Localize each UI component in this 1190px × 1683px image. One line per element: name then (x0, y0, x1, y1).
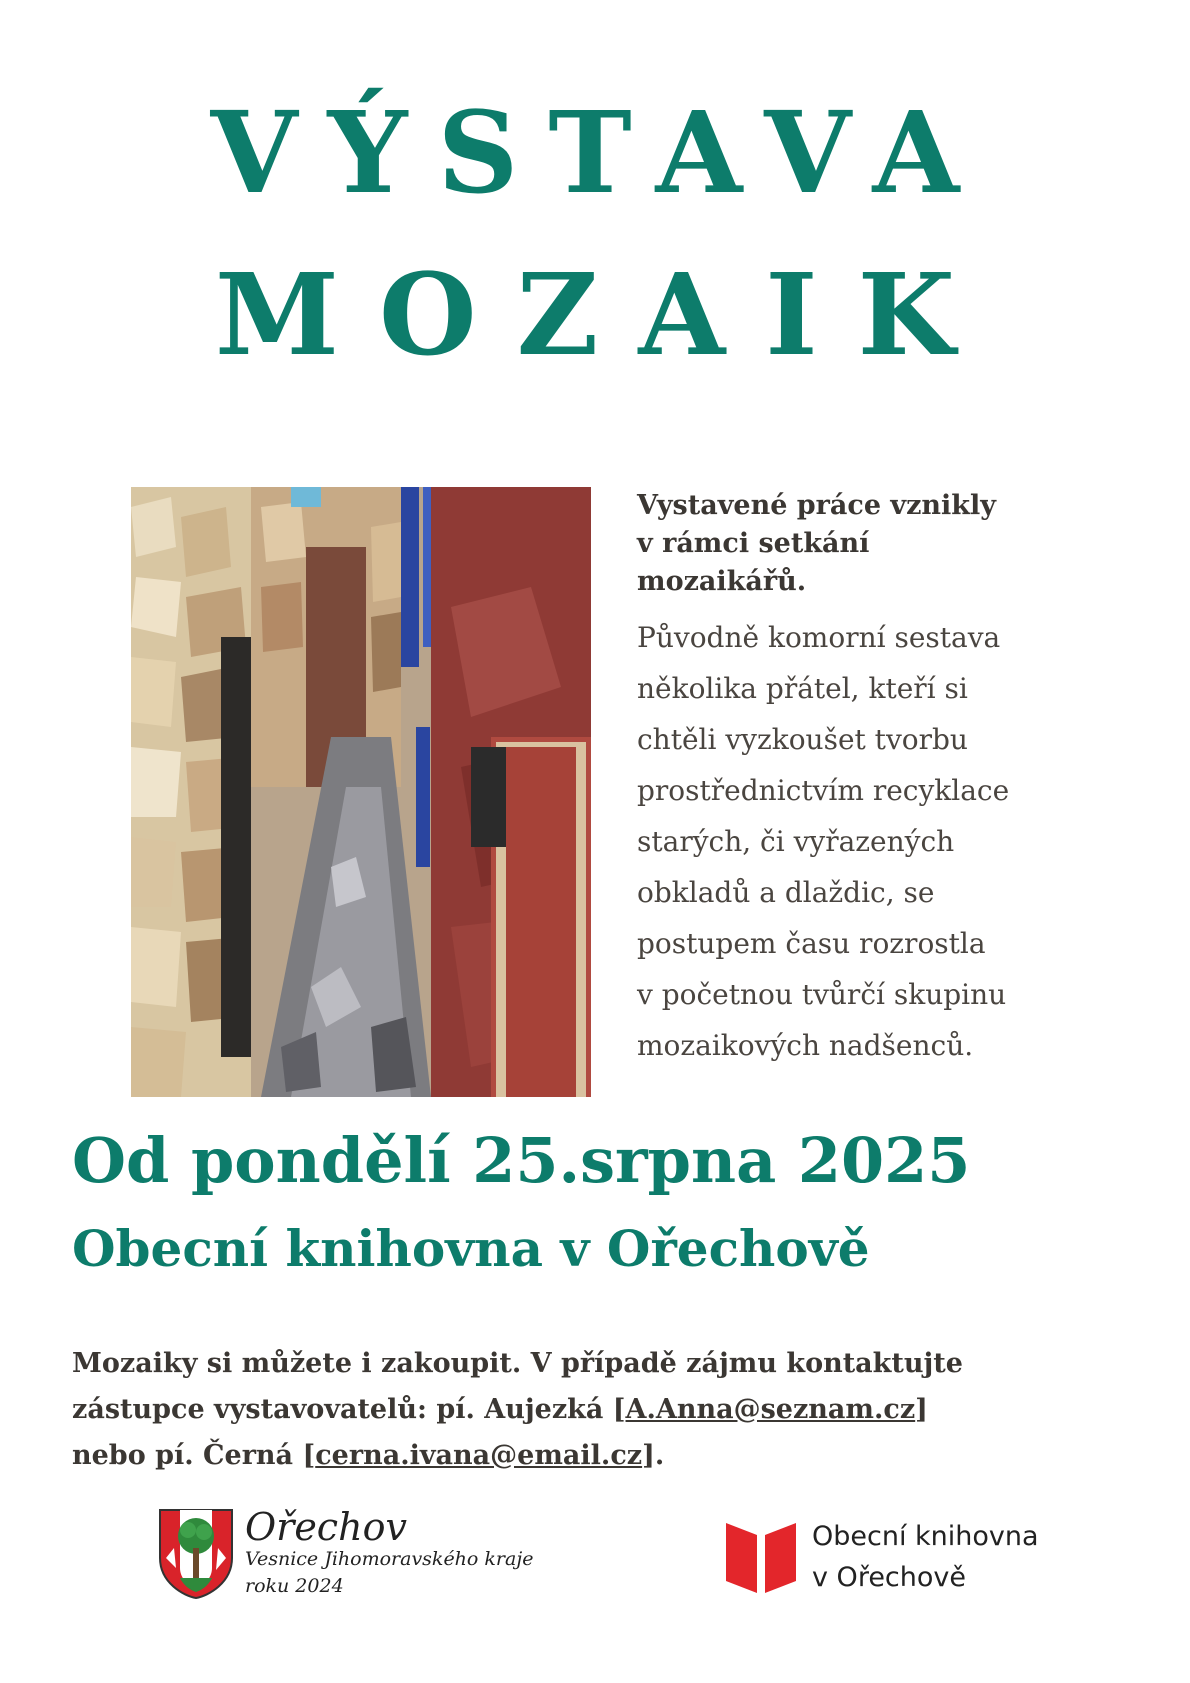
coat-of-arms-icon (158, 1508, 234, 1600)
mosaic-photo (131, 487, 591, 1097)
village-year: roku 2024 (245, 1575, 344, 1597)
purchase-info (72, 1341, 1132, 1479)
email-link-aujezka[interactable]: A.Anna@seznam.cz (625, 1394, 916, 1425)
event-date: Od pondělí 25.srpna 2025 (72, 1124, 971, 1197)
description-line: Původně komorní sestava (637, 621, 1001, 654)
intro-text (637, 487, 1087, 601)
purchase-text: ] (915, 1394, 928, 1425)
purchase-text: zástupce vystavovatelů: pí. Aujezká [ (72, 1394, 626, 1425)
book-icon (726, 1523, 796, 1593)
description-line: prostřednictvím recyklace (637, 774, 1010, 807)
title-line-1: VÝSTAVA (210, 88, 990, 219)
library-name-line-2: v Ořechově (812, 1562, 966, 1593)
description-line: postupem času rozrostla (637, 927, 986, 960)
library-name-line-1: Obecní knihovna (812, 1521, 1039, 1552)
description-line: v početnou tvůrčí skupinu (637, 978, 1007, 1011)
event-place: Obecní knihovna v Ořechově (72, 1219, 870, 1278)
description-line: obkladů a dlaždic, se (637, 876, 935, 909)
mosaic-right-wall (431, 487, 591, 1097)
intro-line: Vystavené práce vznikly (637, 490, 996, 521)
village-name: Ořechov (245, 1505, 407, 1549)
village-subtitle: Vesnice Jihomoravského kraje (245, 1548, 534, 1570)
purchase-line: Mozaiky si můžete i zakoupit. V případě zájmu kontaktujte (72, 1348, 963, 1379)
intro-line: mozaikářů. (637, 566, 807, 597)
description-text (637, 612, 1087, 1071)
purchase-text: ]. (642, 1440, 665, 1471)
description-line: chtěli vyzkoušet tvorbu (637, 723, 968, 756)
intro-line: v rámci setkání (637, 528, 870, 559)
description-line: mozaikových nadšenců. (637, 1029, 974, 1062)
description-line: několika přátel, kteří si (637, 672, 968, 705)
description-line: starých, či vyřazených (637, 825, 955, 858)
purchase-line (72, 1433, 1132, 1479)
purchase-text: nebo pí. Černá [ (72, 1440, 316, 1471)
purchase-line (72, 1387, 1132, 1433)
email-link-cerna[interactable]: cerna.ivana@email.cz (315, 1440, 643, 1471)
title-line-2: MOZAIK (215, 250, 995, 381)
